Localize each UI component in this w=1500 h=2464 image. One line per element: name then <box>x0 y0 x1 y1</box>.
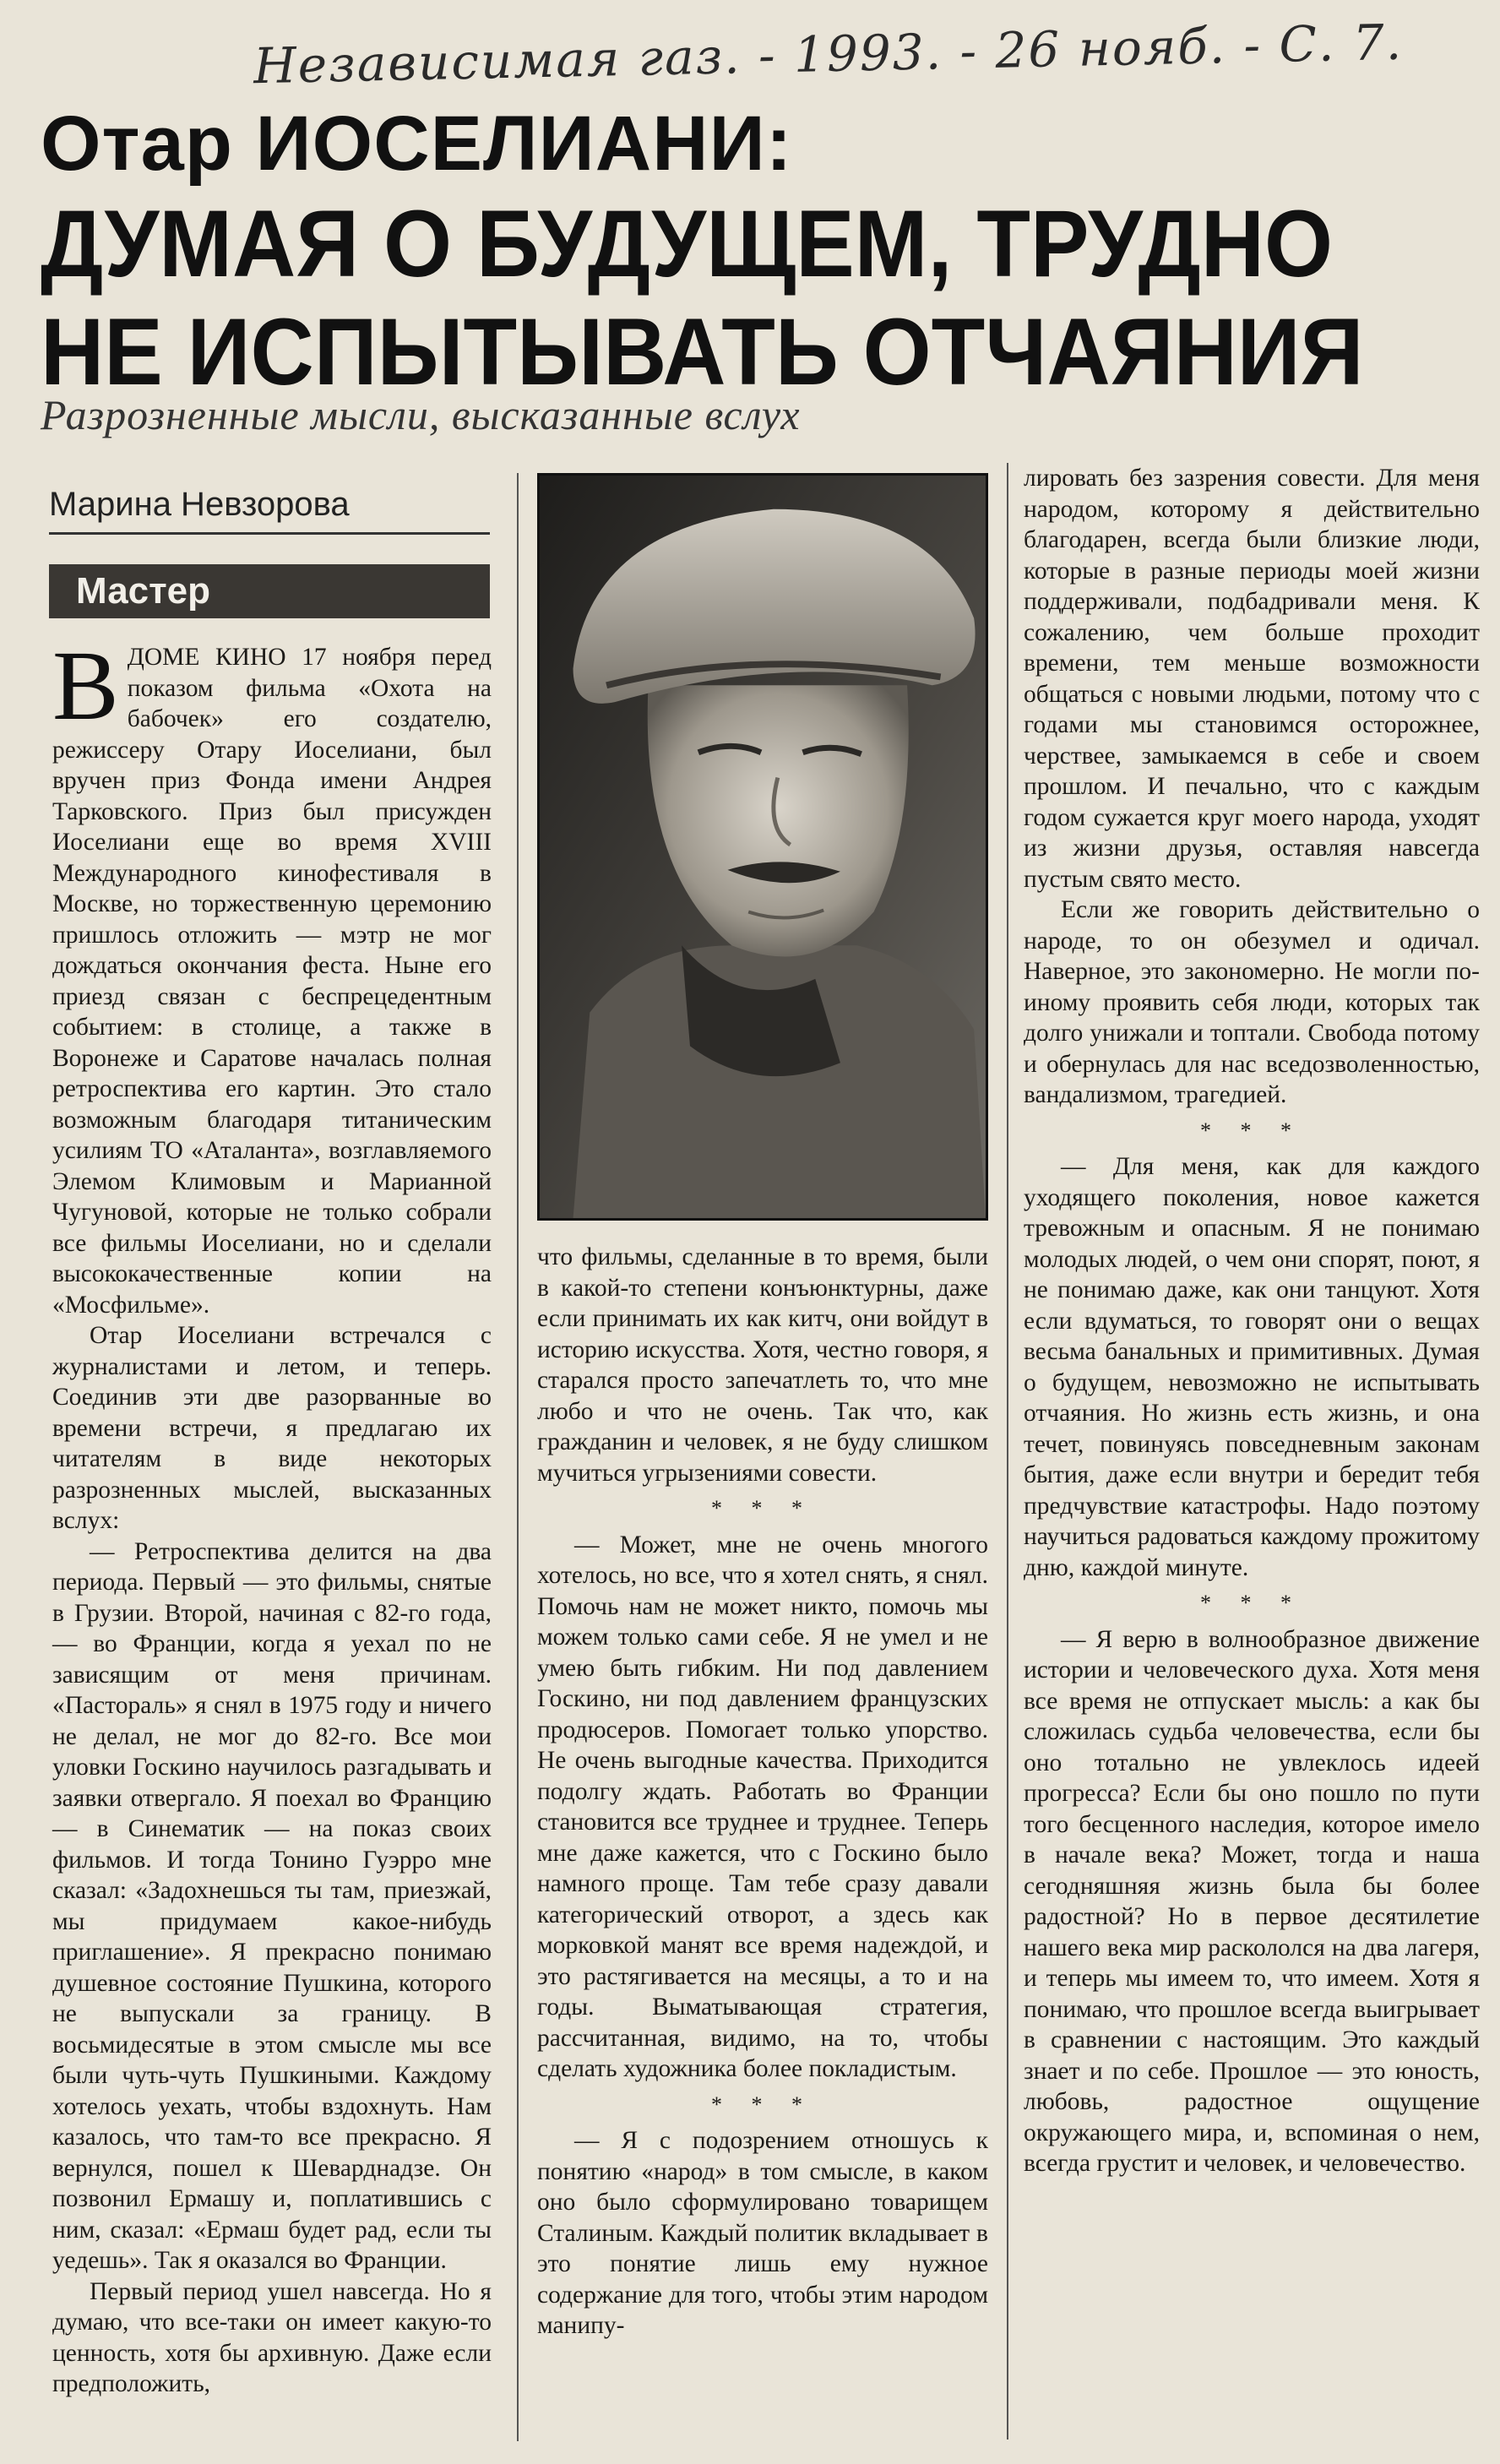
rubric-label: Мастер <box>49 564 490 618</box>
paragraph: — Для меня, как для каждого уходящего поколения, новое кажется тревожным и опасным. Я не понимаю молодых людей, о чем они спорят, поют, я не понимаю даже, как они танцуют. Хотя если вдуматься, то говорят они о вещах весьма банальных и примитивных. Думая о будущем, невозможно не испытывать отчаяния. Но жизнь есть жизнь, и она течет, повинуясь повседневным законам бытия, даже если внутри и бередит тебя предчувствие катастрофы. Надо поэтому научиться радоваться каждому прожитому дню, каждой минуте. <box>1024 1153 1480 1581</box>
article-kicker: Отар ИОСЕЛИАНИ: <box>41 101 793 187</box>
section-separator: * * * <box>1200 1591 1303 1615</box>
section-separator: * * * <box>711 1496 814 1520</box>
handwritten-source-note: Независимая газ. - 1993. - 26 нояб. - С. 7. <box>253 13 1404 95</box>
paragraph: что фильмы, сделанные в то время, были в какой-то степени конъюнктурны, даже если принимать их как китч, они войдут в историю искусства. Хотя, честно говоря, я старался просто запечатлеть то, что мне любо и что не очень. Так что, как гражданин и человек, я не буду слишком мучиться угрызениями совести. <box>537 1243 988 1487</box>
article-column-2 <box>537 1242 988 2342</box>
paragraph: Если же говорить действительно о народе, то он обезумел и одичал. Наверное, это закономерно. Не могли по-иному проявить себя люди, которых так долго унижали и топтали. Свобода потому и обернулась для нас вседозволенностью, вандализмом, трагедией. <box>1024 896 1480 1108</box>
paragraph: — Может, мне не очень многого хотелось, но все, что я хотел снять, я снял. Помочь нам не может никто, помочь мы можем только сами себе. Я не умел и не умею быть гибким. Ни под давлением Госкино, ни под давлением французских продюсеров. Помогает только упорство. Не очень выгодные качества. Приходится подолгу ждать. Работать во Франции становится все труднее и труднее. Теперь мне даже кажется, что с Госкино было намного проще. Там тебе сразу давали категорический отворот, а здесь как морковкой манят все время надеждой, и это растягивается на месяцы, а то и на годы. Выматывающая стратегия, рассчитанная, видимо, на то, чтобы сделать художника более покладистым. <box>537 1531 988 2082</box>
article-column-1 <box>52 630 492 2400</box>
article-subtitle: Разрозненные мысли, высказанные вслух <box>41 391 801 438</box>
portrait-illustration <box>540 476 986 1218</box>
portrait-photo <box>537 473 988 1221</box>
paragraph: — Я верю в волнообразное движение истории и человеческого духа. Хотя меня все время не отпускает мысль: а как бы сложилась судьба человечества, если бы оно тотально не увлеклось идеей прогресса? Если бы оно пошло по пути того бесценного наследия, которое имело в начале века? Может, тогда и наша сегодняшняя жизнь была бы более радостной? Но в первое десятилетие нашего века мир раскололся на два лагеря, и теперь мы имеем то, что имеем. Хотя я понимаю, что прошлое всегда выигрывает в сравнении с настоящим. Это каждый знает и по себе. Прошлое — это юность, любовь, радостное ощущение окружающего мира, и, вспоминая о нем, всегда грустит и человек, и человечество. <box>1024 1625 1480 2177</box>
article-headline <box>41 190 1376 406</box>
article-column-3 <box>1024 463 1480 2179</box>
headline-line-1: ДУМАЯ О БУДУЩЕМ, ТРУДНО <box>41 191 1334 296</box>
author-byline: Марина Невзорова <box>49 486 490 535</box>
paragraph: Первый период ушел навсегда. Но я думаю, что все-таки он имеет какую-то ценность, хотя бы архивную. Даже если предположить, <box>52 2277 492 2397</box>
section-separator: * * * <box>1200 1118 1303 1143</box>
drop-cap: В <box>52 630 119 741</box>
headline-line-2: НЕ ИСПЫТЫВАТЬ ОТЧАЯНИЯ <box>41 299 1364 405</box>
paragraph: лировать без зазрения совести. Для меня народом, которому я действительно благодарен, всегда были близкие люди, которые в разные периоды моей жизни поддерживали, подбадривали меня. К сожалению, чем больше проходит времени, тем меньше возможности общаться с новыми людьми, потому что с годами мы становимся осторожнее, черствее, замыкаемся в себе и своем прошлом. И печально, что с каждым годом сужается круг моего народа, уходят из жизни друзья, оставляя навсегда пустым свято место. <box>1024 465 1480 893</box>
section-separator: * * * <box>711 2091 814 2117</box>
lead-paragraph: ВДОМЕ КИНО 17 ноября перед показом фильма «Охота на бабочек» его создателю, режиссеру Отару Иоселиани, был вручен приз Фонда имени Андрея Тарковского. Приз был присужден Иоселиани еще во время XVIII Международного кинофестиваля в Москве, но торжественную церемонию пришлось отложить — мэтр не мог дождаться окончания феста. Ныне его приезд связан с беспрецедентным событием: в столице, а также в Воронеже и Саратове началась полная ретроспектива его картин. Это стало возможным благодаря титаническим усилиям ТО «Аталанта», возглавляемого Элемом Климовым и Марианной Чугуновой, которые не только собрали все фильмы Иоселиани, но и сделали высококачественные копии на «Мосфильме». <box>52 630 492 1319</box>
paragraph: — Ретроспектива делится на два периода. Первый — это фильмы, снятые в Грузии. Второй, начиная с 82-го года, — во Франции, когда я уехал по не зависящим от меня причинам. «Пастораль» я снял в 1975 году и ничего не делал, не мог до 82-го. Все мои уловки Госкино научилось разгадывать и заявки отвергало. Я поехал во Францию — в Синематик — на показ своих фильмов. И тогда Тонино Гуэрро мне сказал: «Задохнешься ты там, приезжай, мы придумаем какое-нибудь приглашение». Я прекрасно понимаю душевное состояние Пушкина, которого не выпускали за границу. В восьмидесятые в этом смысле мы все были чуть-чуть Пушкиными. Каждому хотелось уехать, чтобы вздохнуть. Нам казалось, что там-то все прекрасно. Я вернулся, пошел к Шеварднадзе. Он позвонил Ермашу и, поплатившись с ним, сказал: «Ермаш будет рад, если ты уедешь». Так я оказался во Франции. <box>52 1537 492 2274</box>
column-divider <box>517 473 519 2441</box>
paragraph: Отар Иоселиани встречался с журналистами и летом, и теперь. Соединив эти две разорванные во времени встречи, я предлагаю их читателям в виде некоторых разрозненных мыслей, высказанных вслух: <box>52 1322 492 1534</box>
paragraph: — Я с подозрением отношусь к понятию «народ» в том смысле, в каком оно было сформулировано товарищем Сталиным. Каждый политик вкладывает в это понятие лишь ему нужное содержание для того, чтобы этим народом манипу- <box>537 2127 988 2339</box>
column-divider <box>1007 463 1008 2440</box>
